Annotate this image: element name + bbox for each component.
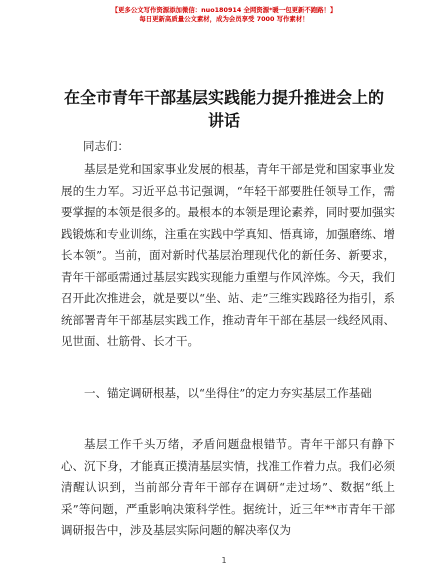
promo-banner-line-2: 每日更新高质量公文素材，成为会员享受 7000 写作素材！ bbox=[139, 15, 309, 23]
body-paragraph-1: 基层是党和国家事业发展的根基，青年干部是党和国家事业发展的生力军。习近平总书记强调，“年轻干部要胜任领导工作，需要掌握的本领是很多的。最根本的本领是理论素养，同时要加强实践锻炼和专业训练，注重在实践中学真知、悟真谛，加强磨练、增长本领”。当前，面对新时代基层治理现代化的新任务、新要求，青年干部亟需通过基层实践实现能力重塑与作风淬炼。今天，我们召开此次推进会，就是要以“坐、站、走”三维实践路径为指引，系统部署青年干部基层实践工作，推动青年干部在基层一线经风雨、见世面、壮筋骨、长才干。 bbox=[61, 162, 395, 348]
document-title: 在全市青年干部基层实践能力提升推进会上的讲话 bbox=[63, 88, 384, 130]
section-heading-1: 一、锚定调研根基，以“坐得住”的定力夯实基层工作基础 bbox=[84, 386, 372, 400]
promo-banner-line-1: 【更多公文写作资源添加微信：nuo180914 全网资源*暖一包更新不跑路！】 bbox=[111, 6, 337, 14]
greeting: 同志们： bbox=[83, 139, 129, 153]
page-number: 1 bbox=[221, 556, 227, 565]
promo-banner bbox=[0, 6, 448, 24]
body-paragraph-2: 基层工作千头万绪，矛盾问题盘根错节。青年干部只有静下心、沉下身，才能真正摸清基层实情，找准工作着力点。我们必须清醒认识到，当前部分青年干部存在调研“走过场”、数据“纸上采”等问题，严重影响决策科学性。据统计，近三年**市青年干部调研报告中，涉及基层实际问题的解决率仅为 bbox=[61, 437, 395, 537]
